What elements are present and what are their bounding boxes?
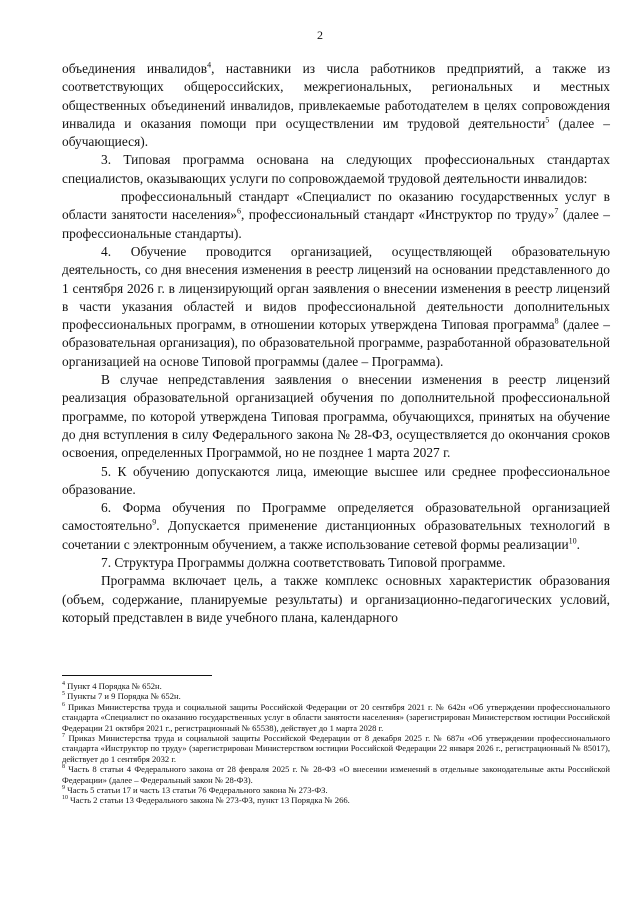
paragraph-5: 5. К обучению допускаются лица, имеющие высшее или среднее профессиональное образование.: [62, 463, 610, 497]
footnote-ref-7: 7: [554, 206, 559, 216]
paragraph-intro-continuation: объединения инвалидов$^4$, наставники из числа работников предприятий, а также из соответствующих общероссийских, межрегиональных, региональных и местных общественных объединений инвалидов, привлекаемые работодателем в целях сопровождения инвалида и оказания помощи при осуществлении им трудовой деятельности$^5$ (далее – обучающиеся).: [62, 60, 611, 150]
footnote: $^8$ Часть 8 статьи 4 Федерального закона от 28 февраля 2025 г. № 28-ФЗ «О внесении изменений в отдельные законодательные акты Российской Федерации» (далее – Федеральный закон № 28-ФЗ).: [62, 764, 610, 785]
footnote: $^5$ Пункты 7 и 9 Порядка № 652н.: [62, 691, 181, 702]
paragraph-4: 4. Обучение проводится организацией, осуществляющей образовательную деятельность, со дня внесения изменения в реестр лицензий на основании представленного до 1 сентября 2026 г. в лицензирующий орган заявления о внесении изменения в реестр лицензий в части указания областей и видов профессиональной деятельности дополнительных профессиональных программ, в отношении которых утверждена Типовая программа$^8$ (далее – образовательная организация), по образовательной программе, разработанной образовательной организацией на основе Типовой программы (далее – Программа).: [62, 243, 610, 369]
page-number: 2: [317, 28, 323, 42]
paragraph-4-continuation: В случае непредставления заявления о внесении изменения в реестр лицензий реализация образовательной организацией обучения по дополнительной профессиональной программе, по которой утверждена Типовая программа, обучающихся, принятых на обучение до дня вступления в силу Федерального закона № 28-ФЗ, осуществляется до окончания сроков освоения, определенных Программой, но не позднее 1 марта 2027 г.: [62, 372, 610, 461]
paragraph-3: 3. Типовая программа основана на следующих профессиональных стандартах специалистов, оказывающих услуги по сопровождаемой трудовой деятельности инвалидов:: [62, 152, 610, 186]
footnote: $^9$ Часть 5 статьи 17 и часть 13 статьи 76 Федерального закона № 273-ФЗ.: [62, 785, 328, 796]
paragraph-3-standards: профессиональный стандарт «Специалист по оказанию государственных услуг в области занятости населения»$^6$, профессиональный стандарт «Инструктор по труду»$^7$ (далее – профессиональные стандарты).: [62, 189, 610, 241]
paragraph-7: 7. Структура Программы должна соответствовать Типовой программе.: [101, 555, 506, 571]
footnote: $^6$ Приказ Министерства труда и социальной защиты Российской Федерации от 20 сентября 2021 г. № 642н «Об утверждении профессионального стандарта «Специалист по оказанию государственных услуг в области занятости населения» (зарегистрирован Министерством юстиции Российской Федерации 21 октября 2021 г., регистрационный № 65538), действует до 1 марта 2028 г.: [62, 701, 610, 733]
footnote-ref-10: 10: [568, 536, 577, 546]
footnote-ref-4: 4: [207, 60, 212, 70]
footnote-ref-6: 6: [236, 206, 241, 216]
paragraph-6: 6. Форма обучения по Программе определяется образовательной организацией самостоятельно$^9$. Допускается применение дистанционных образовательных технологий в сочетании с электронным обучением, а также использование сетевой формы реализации$^{10}$.: [62, 500, 610, 552]
footnote: $^7$ Приказ Министерства труда и социальной защиты Российской Федерации от 8 декабря 2025 г. № 687н «Об утверждении профессионального стандарта «Инструктор по труду» (зарегистрирован Министерством юстиции Российской Федерации 22 января 2026 г., регистрационный № 85017), действует до 1 сентября 2032 г.: [62, 733, 610, 764]
footnotes: [62, 681, 610, 806]
paragraph-7-continuation: Программа включает цель, а также комплекс основных характеристик образования (объем, содержание, планируемые результаты) и организационно-педагогических условий, который представлен в виде учебного плана, календарного: [62, 573, 610, 625]
footnote-ref-9: 9: [152, 517, 157, 527]
footnote: $^4$ Пункт 4 Порядка № 652н.: [62, 681, 162, 691]
footnote-ref-8: 8: [554, 316, 559, 326]
footnote: $^{10}$ Часть 2 статьи 13 Федерального закона № 273-ФЗ, пункт 13 Порядка № 266.: [62, 795, 350, 806]
document-body: [62, 60, 610, 627]
footnote-divider: [62, 675, 212, 676]
footnote-ref-5: 5: [545, 115, 550, 125]
